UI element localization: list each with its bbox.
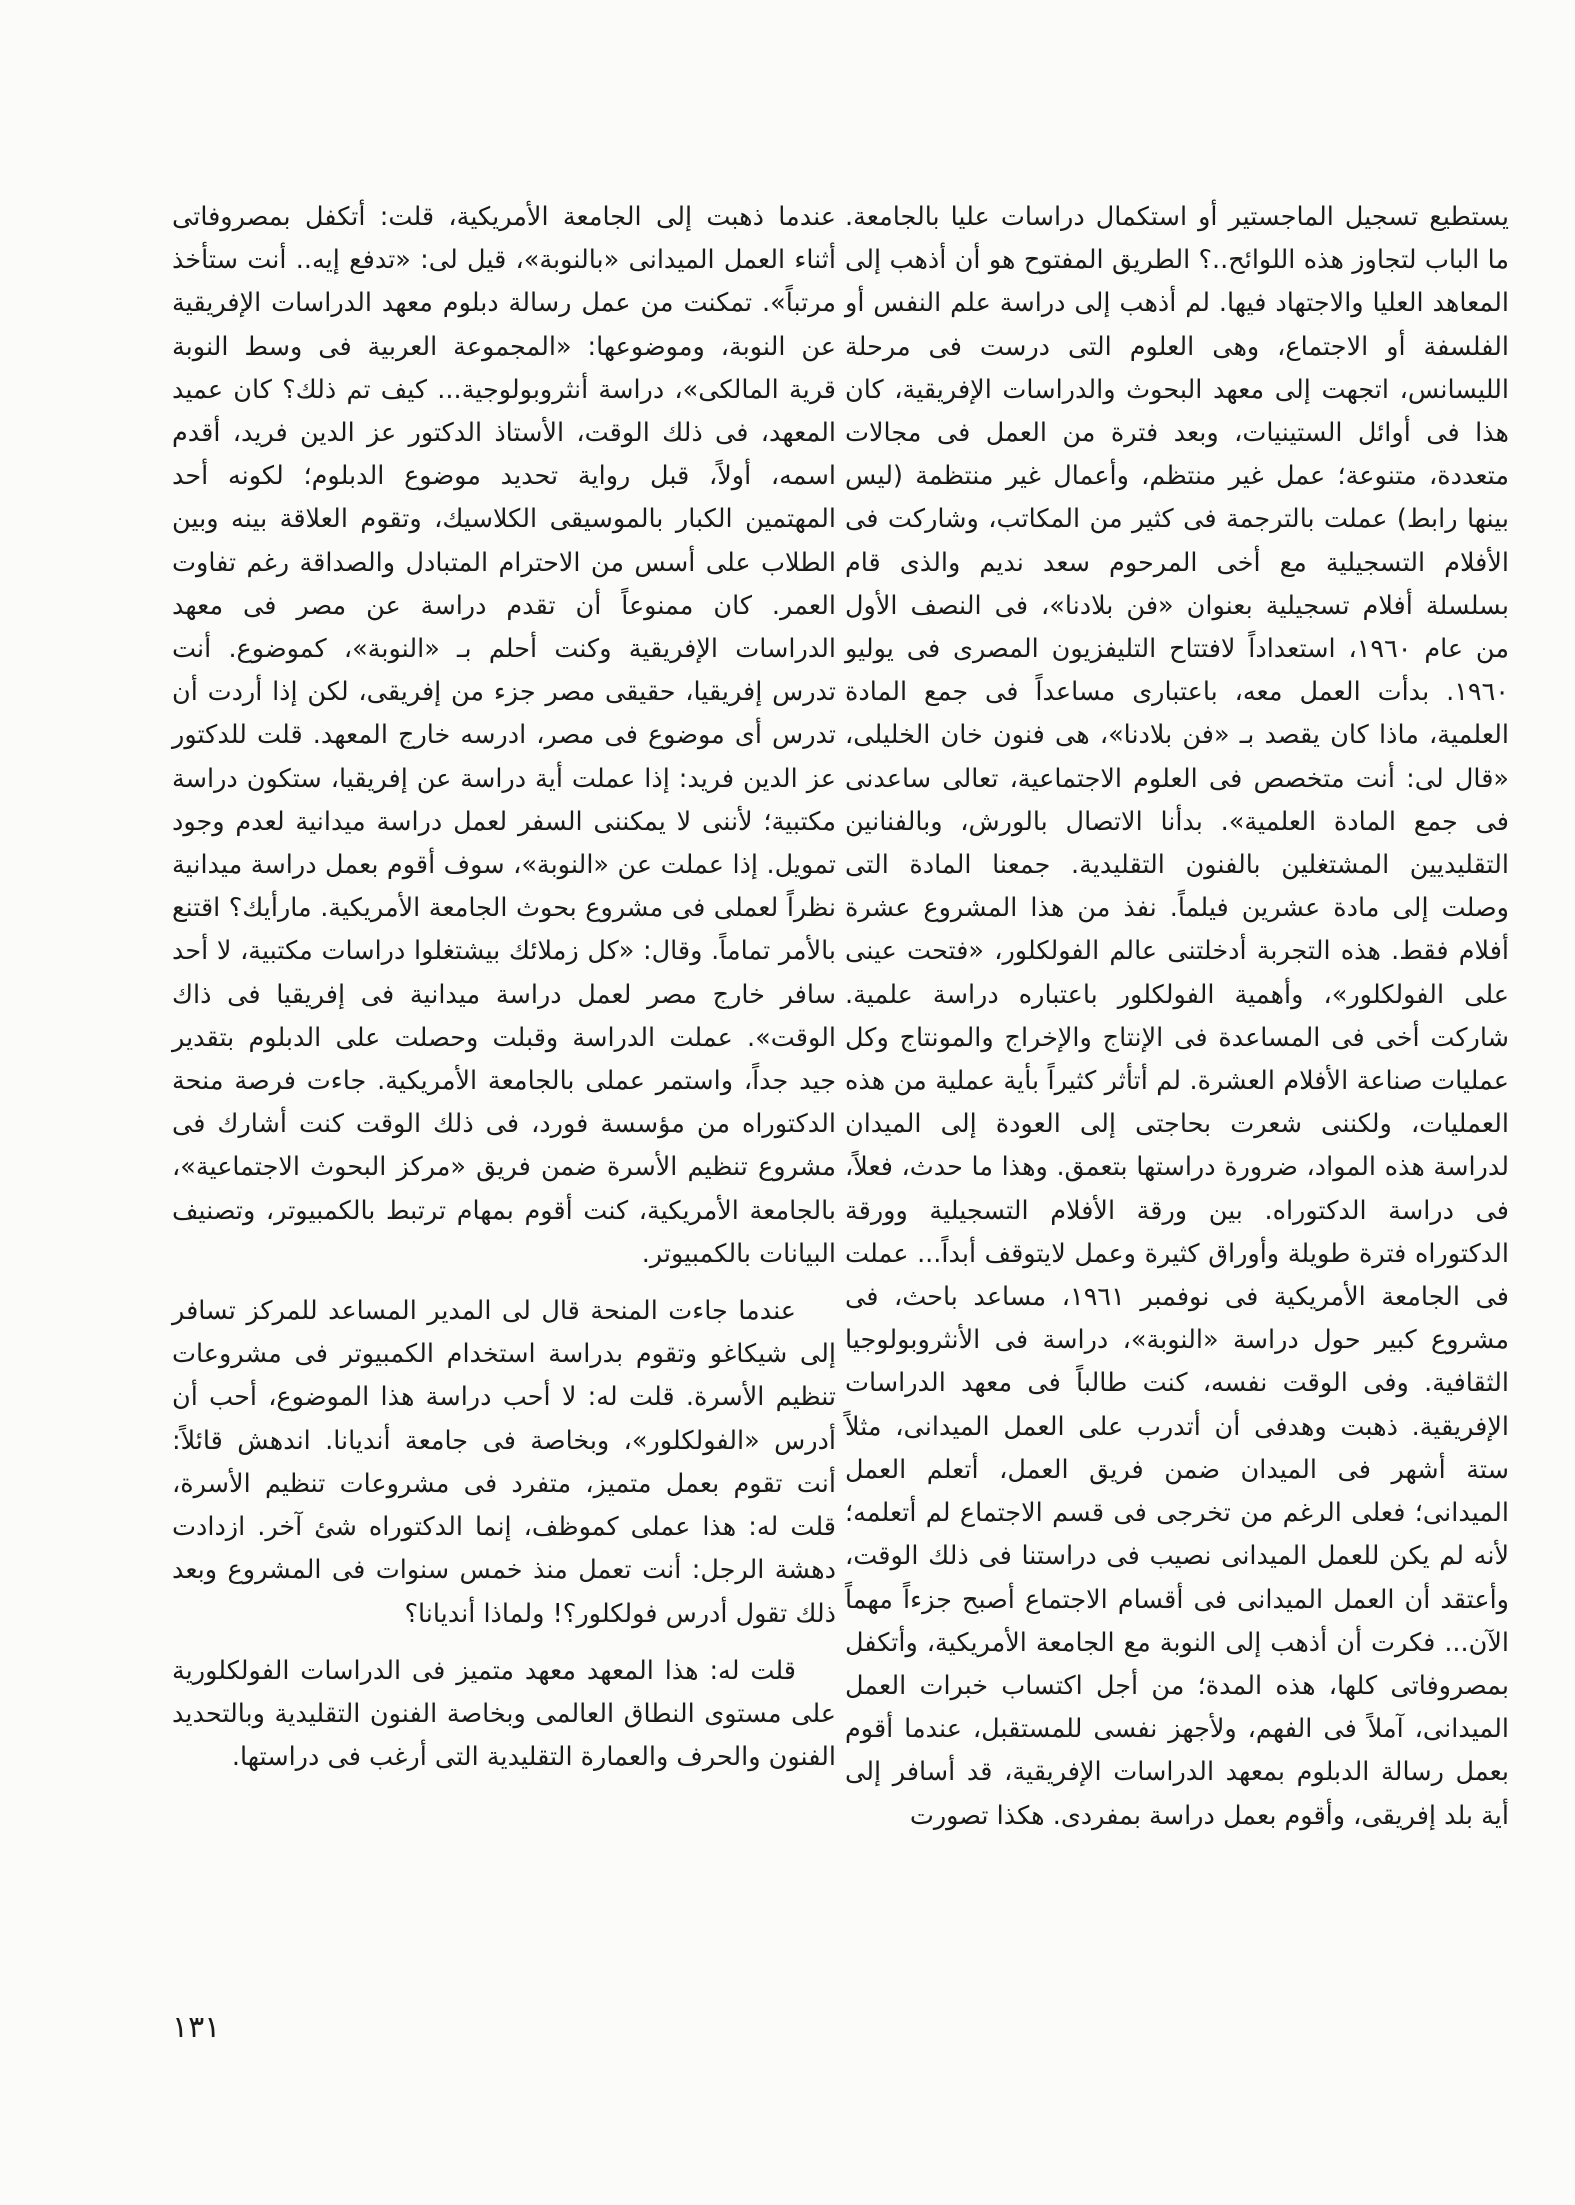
paragraph: يستطيع تسجيل الماجستير أو استكمال دراسات عليا بالجامعة. ما الباب لتجاوز هذه اللوائح..؟ الطريق المفتوح هو أن أذهب إلى المعاهد العليا والاجتهاد فيها. لم أذهب إلى دراسة علم النفس أو الفلسفة أو الاجتماع، وهى العلوم التى درست فى مرحلة الليسانس، اتجهت إلى معهد البحوث والدراسات الإفريقية، كان هذا فى أوائل الستينيات، وبعد فترة من العمل فى مجالات متعددة، متنوعة؛ عمل غير منتظم، وأعمال غير منتظمة (ليس بينها رابط) عملت بالترجمة فى كثير من المكاتب، وشاركت فى الأفلام التسجيلية مع أخى المرحوم سعد نديم والذى قام بسلسلة أفلام تسجيلية بعنوان «فن بلادنا»، فى النصف الأول من عام ١٩٦٠، استعداداً لافتتاح التليفزيون المصرى فى يوليو ١٩٦٠. بدأت العمل معه، باعتبارى مساعداً فى جمع المادة العلمية، ماذا كان يقصد بـ «فن بلادنا»، هى فنون خان الخليلى، «قال لى: أنت متخصص فى العلوم الاجتماعية، تعالى ساعدنى فى جمع المادة العلمية». بدأنا الاتصال بالورش، وبالفنانين التقليديين المشتغلين بالفنون التقليدية. جمعنا المادة التى وصلت إلى مادة عشرين فيلماً. نفذ من هذا المشروع عشرة أفلام فقط. هذه التجربة أدخلتنى عالم الفولكلور، «فتحت عينى على الفولكلور»، وأهمية الفولكلور باعتباره دراسة علمية. شاركت أخى فى المساعدة فى الإنتاج والإخراج والمونتاج وكل عمليات صناعة الأفلام العشرة. لم أتأثر كثيراً بأية عملية من هذه العمليات، ولكننى شعرت بحاجتى إلى العودة إلى الميدان لدراسة هذه المواد، ضرورة دراستها بتعمق. وهذا ما حدث، فعلاً، فى دراسة الدكتوراه. بين ورقة الأفلام التسجيلية وورقة الدكتوراه فترة طويلة وأوراق كثيرة وعمل لايتوقف أبداً... عملت فى الجامعة الأمريكية فى نوفمبر ١٩٦١، مساعد باحث، فى مشروع كبير حول دراسة «النوبة»، دراسة فى الأنثروبولوجيا الثقافية. وفى الوقت نفسه، كنت طالباً فى معهد الدراسات الإفريقية. ذهبت وهدفى أن أتدرب على العمل الميدانى، مثلاً ستة أشهر فى الميدان ضمن فريق العمل، أتعلم العمل الميدانى؛ فعلى الرغم من تخرجى فى قسم الاجتماع لم أتعلمه؛ لأنه لم يكن للعمل الميدانى نصيب فى دراستنا فى ذلك الوقت، وأعتقد أن العمل الميدانى فى أقسام الاجتماع أصبح جزءاً مهماً الآن... فكرت أن أذهب إلى النوبة مع الجامعة الأمريكية، وأتكفل بمصروفاتى كلها، هذه المدة؛ من أجل اكتساب خبرات العمل الميدانى، آملاً فى الفهم، ولأجهز نفسى للمستقبل، عندما أقوم بعمل رسالة الدبلوم بمعهد الدراسات الإفريقية، قد أسافر إلى أية بلد إفريقى، وأقوم بعمل دراسة بمفردى. هكذا تصورت	[845, 202, 1509, 1831]
paragraph: قلت له: هذا المعهد معهد متميز فى الدراسات الفولكلورية على مستوى النطاق العالمى وبخاصة الفنون التقليدية وبالتحديد الفنون والحرف والعمارة التقليدية التى أرغب فى دراستها.	[172, 1655, 836, 1773]
page-number: ١٣١	[172, 2010, 221, 2045]
paragraph: عندما ذهبت إلى الجامعة الأمريكية، قلت: أتكفل بمصروفاتى أثناء العمل الميدانى «بالنوبة»، قيل لى: «تدفع إيه.. أنت ستأخذ مرتباً». تمكنت من عمل رسالة دبلوم معهد الدراسات الإفريقية عن النوبة، وموضوعها: «المجموعة العربية فى وسط النوبة قرية المالكى»، دراسة أنثروبولوجية... كيف تم ذلك؟ كان عميد المعهد، فى ذلك الوقت، الأستاذ الدكتور عز الدين فريد، أقدم اسمه، أولاً، قبل رواية تحديد موضوع الدبلوم؛ لكونه أحد المهتمين الكبار بالموسيقى الكلاسيك، وتقوم العلاقة بينه وبين الطلاب على أسس من الاحترام المتبادل والصداقة رغم تفاوت العمر. كان ممنوعاً أن تقدم دراسة عن مصر فى معهد الدراسات الإفريقية وكنت أحلم بـ «النوبة»، كموضوع. أنت تدرس إفريقيا، حقيقى مصر جزء من إفريقى، لكن إذا أردت أن تدرس أى موضوع فى مصر، ادرسه خارج المعهد. قلت للدكتور عز الدين فريد: إذا عملت أية دراسة عن إفريقيا، ستكون دراسة مكتبية؛ لأننى لا يمكننى السفر لعمل دراسة ميدانية لعدم وجود تمويل. إذا عملت عن «النوبة»، سوف أقوم بعمل دراسة ميدانية نظراً لعملى فى مشروع بحوث الجامعة الأمريكية. مارأيك؟ اقتنع بالأمر تماماً. وقال: «كل زملائك بيشتغلوا دراسات مكتبية، لا أحد سافر خارج مصر لعمل دراسة ميدانية فى إفريقيا فى ذاك الوقت». عملت الدراسة وقبلت وحصلت على الدبلوم بتقدير جيد جداً، واستمر عملى بالجامعة الأمريكية. جاءت فرصة منحة الدكتوراه من مؤسسة فورد، فى ذلك الوقت كنت أشارك فى مشروع تنظيم الأسرة ضمن فريق «مركز البحوث الاجتماعية»، بالجامعة الأمريكية، كنت أقوم بمهام ترتبط بالكمبيوتر، وتصنيف البيانات بالكمبيوتر.	[172, 202, 836, 1269]
right-column	[845, 196, 1509, 1852]
paragraph: عندما جاءت المنحة قال لى المدير المساعد للمركز تسافر إلى شيكاغو وتقوم بدراسة استخدام الكمبيوتر فى مشروعات تنظيم الأسرة. قلت له: لا أحب دراسة هذا الموضوع، أحب أن أدرس «الفولكلور»، وبخاصة فى جامعة أنديانا. اندهش قائلاً: أنت تقوم بعمل متميز، متفرد فى مشروعات تنظيم الأسرة، قلت له: هذا عملى كموظف، إنما الدكتوراه شئ آخر. ازدادت دهشة الرجل: أنت تعمل منذ خمس سنوات فى المشروع وبعد ذلك تقول أدرس فولكلور؟! ولماذا أنديانا؟	[172, 1296, 836, 1629]
left-column	[172, 196, 836, 1793]
